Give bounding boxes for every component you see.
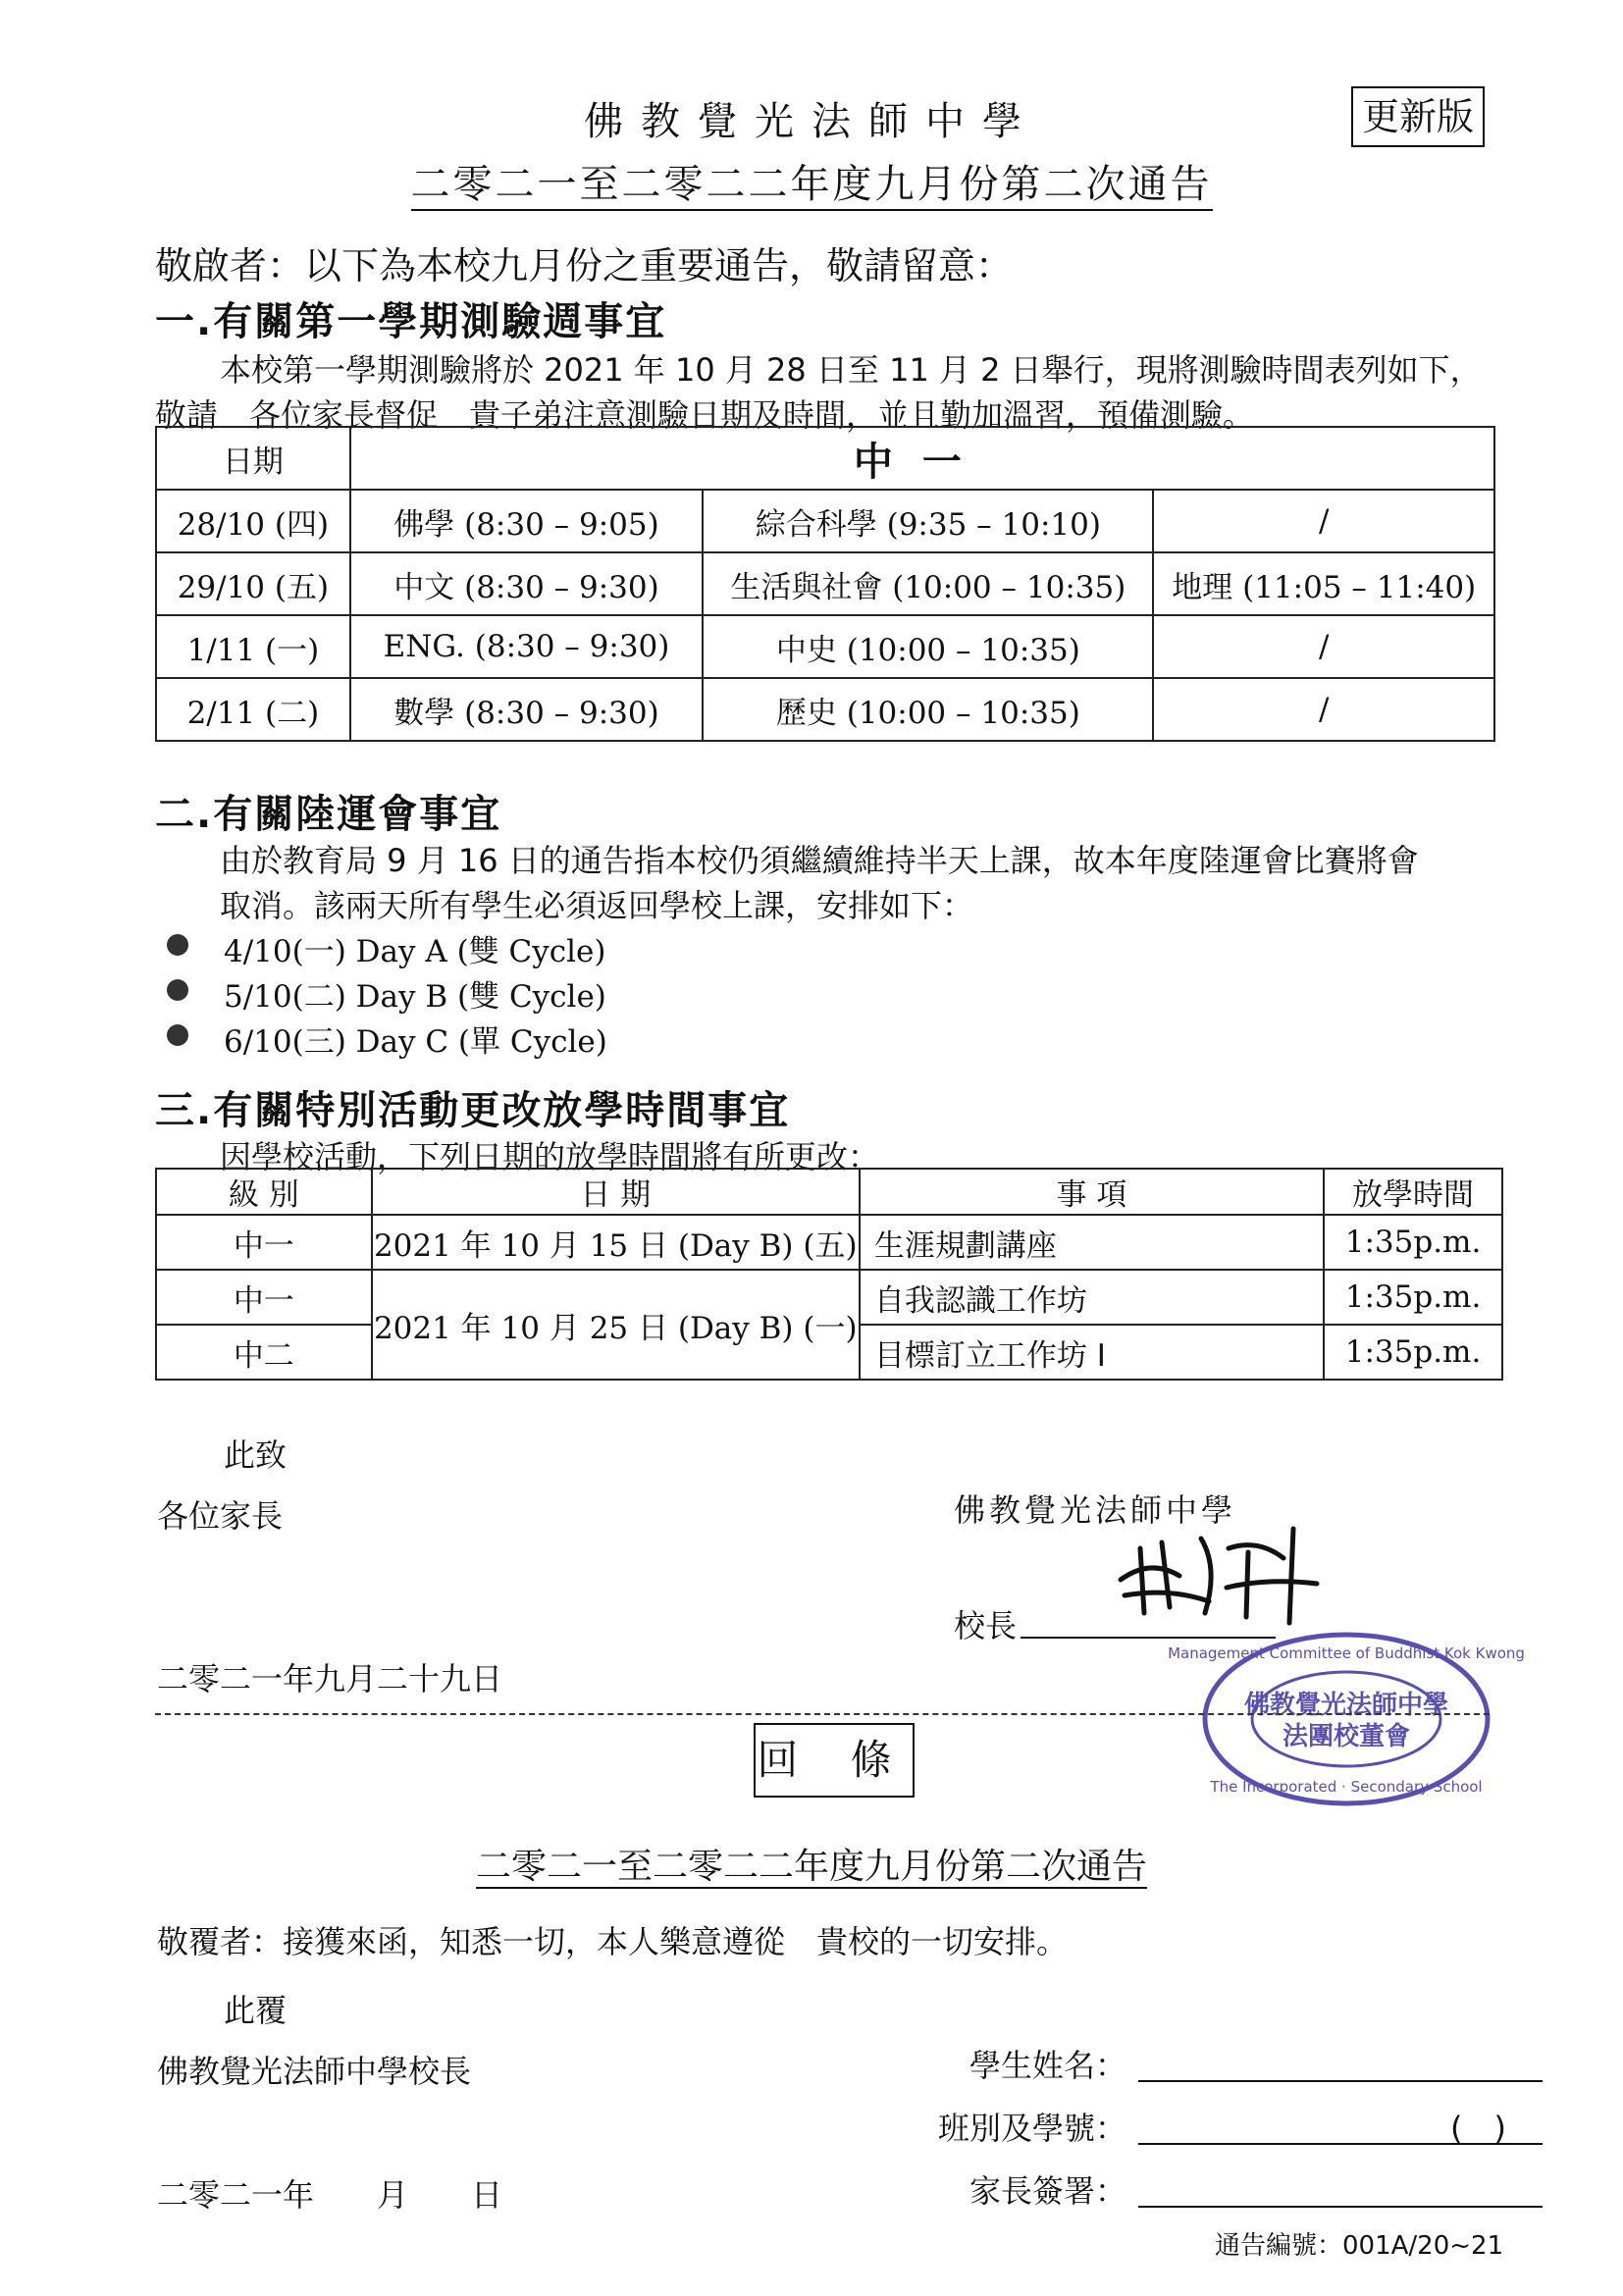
table-row <box>156 552 1494 615</box>
table-cell: / <box>1153 615 1494 678</box>
table-row <box>156 1169 1502 1215</box>
closing-recipients: 各位家長 <box>157 1497 284 1535</box>
bullet-icon <box>167 934 188 956</box>
table-header-form: 中一 <box>350 427 1494 490</box>
svg-text:Management Committee of Buddhi: Management Committee of Buddhist Kok Kwong <box>1168 1644 1525 1662</box>
table-cell: 2021 年 10 月 15 日 (Day B) (五) <box>372 1215 860 1270</box>
school-seal-stamp <box>1168 1629 1525 1809</box>
table-cell: 1:35p.m. <box>1324 1325 1502 1380</box>
table-row <box>156 615 1494 678</box>
table-row <box>156 1215 1502 1270</box>
table-cell: 28/10 (四) <box>156 490 350 552</box>
list-item <box>224 926 606 970</box>
table-header-date: 日 期 <box>372 1169 860 1215</box>
student-name-label: 學生姓名： <box>969 2047 1127 2084</box>
table-cell: 中二 <box>156 1325 372 1380</box>
class-number-label: 班別及學號： <box>938 2110 1127 2147</box>
table-header-form: 級 別 <box>156 1169 372 1215</box>
bullet-icon <box>167 1024 188 1046</box>
table-cell: 29/10 (五) <box>156 552 350 615</box>
intro-text: 敬啟者：以下為本校九月份之重要通告，敬請留意： <box>155 244 1014 287</box>
section1-line1: 本校第一學期測驗將於 2021 年 10 月 28 日至 11 月 2 日舉行，現將測驗時間表列如下， <box>220 351 1482 389</box>
table-cell: 2021 年 10 月 25 日 (Day B) (一) <box>372 1270 860 1380</box>
svg-text:佛教覺光法師中學: 佛教覺光法師中學 <box>1243 1691 1449 1720</box>
table-cell: 中一 <box>156 1215 372 1270</box>
table-cell: 地理 (11:05 – 11:40) <box>1153 552 1494 615</box>
table-row <box>156 1270 1502 1325</box>
principal-label: 校長 <box>954 1607 1018 1644</box>
bullet-text: 5/10(二) Day B (雙 Cycle) <box>224 979 606 1015</box>
svg-text:法團校董會: 法團校董會 <box>1282 1722 1411 1751</box>
table-cell: 1:35p.m. <box>1324 1215 1502 1270</box>
table-cell: / <box>1153 678 1494 741</box>
table-cell: 中史 (10:00 – 10:35) <box>703 615 1153 678</box>
table-cell: 2/11 (二) <box>156 678 350 741</box>
table-row <box>156 490 1494 552</box>
reply-to: 佛教覺光法師中學校長 <box>157 2053 472 2090</box>
table-cell: 數學 (8:30 – 9:30) <box>350 678 703 741</box>
table-row <box>156 427 1494 490</box>
section2-heading: 二.有關陸運會事宜 <box>155 792 502 837</box>
section3-line1: 因學校活動，下列日期的放學時間將有所更改： <box>220 1138 880 1175</box>
table-cell: ENG. (8:30 – 9:30) <box>350 615 703 678</box>
parent-signature-label: 家長簽署： <box>969 2172 1127 2210</box>
closing-zhi: 此致 <box>224 1436 288 1474</box>
updated-version-badge: 更新版 <box>1351 86 1485 147</box>
table-cell: 1/11 (一) <box>156 615 350 678</box>
notice-number: 通告編號：001A/20~21 <box>1215 2231 1504 2261</box>
bullet-icon <box>167 979 188 1001</box>
section1-heading: 一.有關第一學期測驗週事宜 <box>155 299 667 344</box>
reply-body: 敬覆者：接獲來函，知悉一切，本人樂意遵從 貴校的一切安排。 <box>157 1923 1069 1960</box>
list-item <box>224 971 606 1016</box>
student-name-field[interactable] <box>1138 2080 1543 2082</box>
reply-title-text: 二零二一至二零二二年度九月份第二次通告 <box>475 1847 1147 1887</box>
table-cell: 中文 (8:30 – 9:30) <box>350 552 703 615</box>
reply-title <box>0 1839 1623 1889</box>
reply-ci-fu: 此覆 <box>224 1992 288 2029</box>
reply-date: 二零二一年 月 日 <box>157 2176 503 2214</box>
list-item <box>224 1017 607 1061</box>
svg-text:The Incorporated · Secondary S: The Incorporated · Secondary School <box>1210 1778 1483 1796</box>
table-header-date: 日期 <box>156 427 350 490</box>
table-cell: 歷史 (10:00 – 10:35) <box>703 678 1153 741</box>
closing-date: 二零二一年九月二十九日 <box>157 1660 503 1697</box>
notice-title-text: 二零二一至二零二二年度九月份第二次通告 <box>411 162 1213 211</box>
bullet-text: 4/10(一) Day A (雙 Cycle) <box>224 934 606 969</box>
table-cell: 自我認識工作坊 <box>860 1270 1324 1325</box>
closing-school-sign: 佛教覺光法師中學 <box>954 1491 1237 1529</box>
table-cell: 1:35p.m. <box>1324 1270 1502 1325</box>
dismissal-time-table <box>155 1168 1503 1381</box>
exam-timetable <box>155 426 1495 742</box>
section1-line2: 敬請 各位家長督促 貴子弟注意測驗日期及時間，並且勤加溫習，預備測驗。 <box>155 396 1255 434</box>
table-header-event: 事 項 <box>860 1169 1324 1215</box>
table-row <box>156 678 1494 741</box>
table-cell: 生涯規劃講座 <box>860 1215 1324 1270</box>
bullet-text: 6/10(三) Day C (單 Cycle) <box>224 1024 607 1060</box>
tear-off-line <box>155 1713 1490 1715</box>
table-cell: 目標訂立工作坊 I <box>860 1325 1324 1380</box>
principal-signature <box>1111 1519 1336 1627</box>
notice-title <box>0 153 1623 209</box>
reply-slip-label: 回 條 <box>754 1723 915 1798</box>
section3-heading: 三.有關特別活動更改放學時間事宜 <box>155 1088 791 1133</box>
table-header-time: 放學時間 <box>1324 1169 1502 1215</box>
table-cell: 綜合科學 (9:35 – 10:10) <box>703 490 1153 552</box>
parent-signature-field[interactable] <box>1138 2206 1543 2208</box>
table-cell: 佛學 (8:30 – 9:05) <box>350 490 703 552</box>
section2-line1: 由於教育局 9 月 16 日的通告指本校仍須繼續維持半天上課，故本年度陸運會比賽將會 <box>220 842 1419 879</box>
table-cell: / <box>1153 490 1494 552</box>
section2-line2: 取消。該兩天所有學生必須返回學校上課，安排如下： <box>220 887 974 924</box>
class-number-paren: ( ) <box>1450 2110 1506 2147</box>
school-name: 佛教覺光法師中學 <box>584 99 1039 144</box>
table-cell: 中一 <box>156 1270 372 1325</box>
table-cell: 生活與社會 (10:00 – 10:35) <box>703 552 1153 615</box>
